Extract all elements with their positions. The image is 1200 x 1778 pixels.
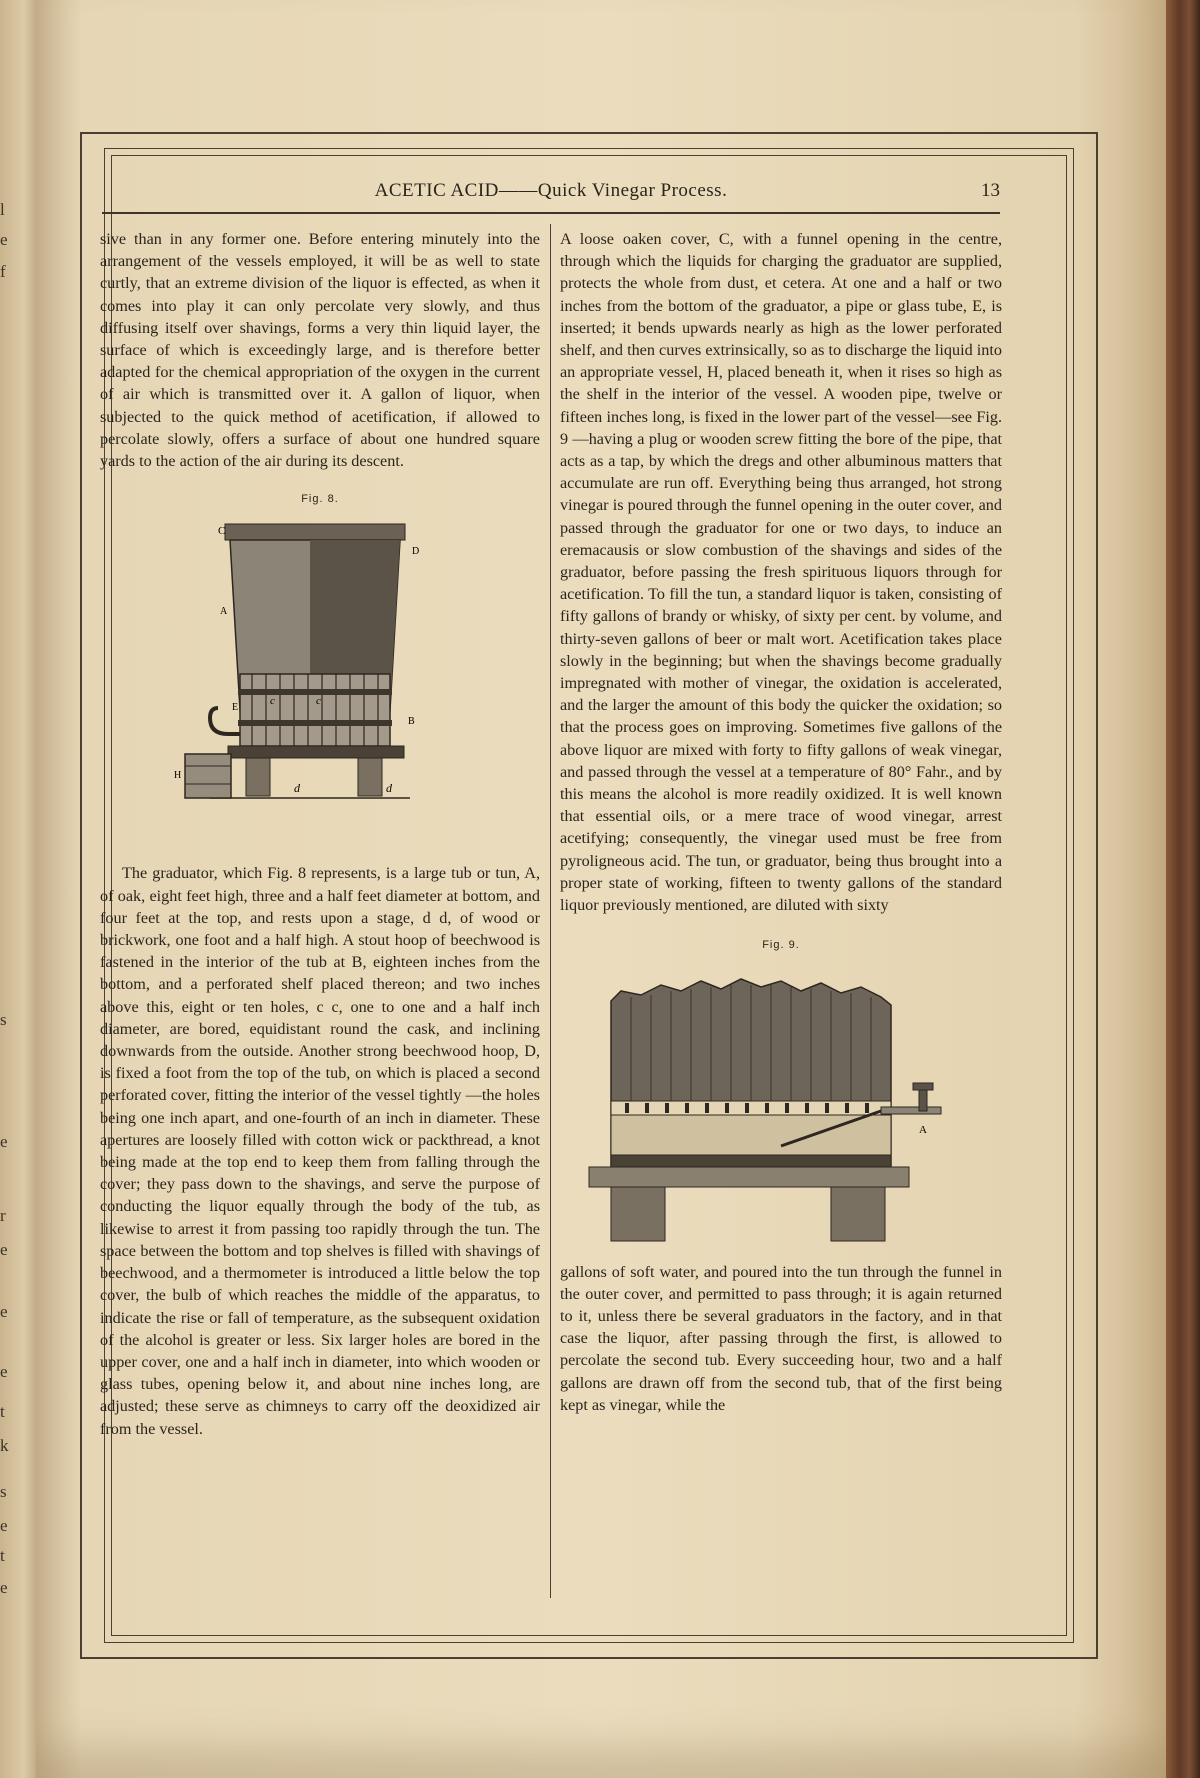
- fig8-label-d1: d: [294, 781, 300, 796]
- prev-page-fragment: t: [0, 1402, 5, 1421]
- fig8-label-h: H: [174, 770, 182, 782]
- figure-9-illustration: [581, 961, 981, 1251]
- left-column: [100, 228, 540, 1440]
- prev-page-fragment: s: [0, 1010, 7, 1029]
- left-paragraph-1: sive than in any former one. Before entering minutely into the arrangement of the vessels employed, it will be as well to state curtly, that an extreme division of the liquor is effected, as when it comes into play it can only percolate very slowly, and thus diffusing itself over shavings, forms a very thin liquid layer, the surface of which is exceedingly large, and is therefore better adapted for the chemical appropriation of the oxygen in the current of air which is transmitted over it. A gallon of liquor, when subjected to the quick method of acetification, if allowed to percolate slowly, offers a surface of about one hundred square yards to the action of the air during its descent.: [100, 230, 540, 471]
- figure-8-illustration: [170, 514, 470, 844]
- right-paragraph-1: A loose oaken cover, C, with a funnel opening in the centre, through which the liquids for charging the graduator are supplied, protects the whole from dust, et cetera. At one and a half or two inches from the bottom of the graduator, a pipe or glass tube, E, is inserted; it bends upwards nearly as high as the lower perforated shelf, and then curves extrinsically, so as to discharge the liquid into an appropriate vessel, H, placed beneath it, when it rises so high as the shelf in the interior of the vessel. A wooden pipe, twelve or fifteen inches long, is fixed in the lower part of the vessel—see Fig. 9 —having a plug or wooden screw fitting the bore of the pipe, that acts as a tap, by which the dregs and other albuminous matters that accumulate are run off. Everything being thus arranged, hot strong vinegar is poured through the funnel opening in the outer cover, and passed through the graduator for one or two days, to induce an eremacausis or slow combustion of the shavings and sides of the graduator, before passing the fresh spirituous liquors through for acetification. To fill the tun, a standard liquor is taken, consisting of fifty gallons of brandy or whisky, of sixty per cent. by volume, and thirty-seven gallons of beer or malt wort. Acetification takes place slowly in the beginning; but when the shavings become gradually impregnated with mother of vinegar, the oxidation is accelerated, and the larger the amount of this body the quicker the oxidation; so that the process goes on improving. Sometimes five gallons of the above liquor are mixed with forty to fifty gallons of weak vinegar, and passed through the vessel at a temperature of 80° Fahr., and by this means the alcohol is more readily oxidized. It is well known that essential oils, or a mere trace of wood vinegar, arrest acetifying; consequently, the vinegar used must be free from pyroligneous acid. The tun, or graduator, being thus brought into a proper state of working, fifteen to twenty gallons of the standard liquor previously mentioned, are diluted with sixty: [560, 230, 1002, 915]
- left-paragraph-2: The graduator, which Fig. 8 represents, is a large tub or tun, A, of oak, eight feet high, three and a half feet diameter at bottom, and four feet at the top, and rests upon a stage, d d, of wood or brickwork, one foot and a half high. A stout hoop of beechwood is fastened in the interior of the tub at B, eighteen inches from the bottom, and a perforated shelf placed thereon; and two inches above this, eight or ten holes, c c, one to one and a half inch diameter, are bored, equidistant round the cask, and inclining downwards from the outside. Another strong beechwood hoop, D, is fixed a foot from the top of the tub, on which is placed a second perforated cover, fitting the interior of the vessel tightly —the holes being one inch apart, and one-fourth of an inch in diameter. These apertures are loosely filled with cotton wick or packthread, a knot being made at the top end to keep them from falling through the cover; they pass down to the shavings, and serve the purpose of conducting the liquor equally through the body of the tub, as likewise to arrest it from passing too rapidly through the tun. The space between the bottom and top shelves is filled with shavings of beechwood, and a thermometer is introduced a little below the top cover, the bulb of which reaches the middle of the apparatus, to indicate the rise or fall of temperature, as the subsequent oxidation of the alcohol is greater or less. Six larger holes are bored in the upper cover, one and a half inch in diameter, into which wooden or glass tubes, opening below it, and about nine inches long, are adjusted; these serve as chimneys to carry off the deoxidized air from the vessel.: [100, 864, 540, 1438]
- prev-page-fragment: r: [0, 1206, 6, 1225]
- previous-page-edge: [0, 0, 40, 1778]
- fig8-label-b: B: [408, 716, 415, 728]
- prev-page-fragment: f: [0, 262, 6, 281]
- fig8-label-a: A: [220, 606, 228, 618]
- prev-page-fragment: l: [0, 200, 5, 219]
- figure-9: [560, 934, 1002, 1250]
- page-number: 13: [981, 180, 1000, 201]
- prev-page-fragment: e: [0, 1516, 8, 1535]
- figure-8: [100, 488, 540, 844]
- running-header: [102, 178, 1000, 214]
- prev-page-fragment: t: [0, 1546, 5, 1565]
- column-divider: [550, 224, 551, 1598]
- prev-page-fragment: e: [0, 1302, 8, 1321]
- figure-9-caption: Fig. 9.: [762, 939, 800, 952]
- fig8-label-e: E: [232, 702, 239, 714]
- book-spine: [1166, 0, 1200, 1778]
- figure-8-caption: Fig. 8.: [301, 493, 339, 506]
- prev-page-fragment: e: [0, 1578, 8, 1597]
- fig8-label-d2: d: [386, 781, 392, 796]
- prev-page-fragment: e: [0, 1362, 8, 1381]
- prev-page-fragment: s: [0, 1482, 7, 1501]
- fig8-label-c2: c: [316, 695, 321, 708]
- right-paragraph-2: gallons of soft water, and poured into the tun through the funnel in the outer cover, and permitted to pass through; it is again returned to it, unless there be several graduators in the factory, and in that case the liquor, after passing through the first, is allowed to percolate the second tub. Every succeeding hour, two and a half gallons are drawn off from the second tub, that of the first being kept as vinegar, while the: [560, 1262, 1002, 1414]
- fig8-label-d: D: [412, 546, 420, 558]
- prev-page-fragment: e: [0, 1132, 8, 1151]
- header-title: ACETIC ACID——Quick Vinegar Process.: [374, 180, 728, 201]
- prev-page-fragment: e: [0, 1240, 8, 1259]
- fig8-label-c1: c: [270, 695, 275, 708]
- prev-page-fragment: k: [0, 1436, 9, 1455]
- right-column: [560, 228, 1002, 1416]
- fig9-label-a: A: [919, 1123, 927, 1136]
- fig8-label-c: C: [218, 525, 226, 538]
- prev-page-fragment: e: [0, 230, 8, 249]
